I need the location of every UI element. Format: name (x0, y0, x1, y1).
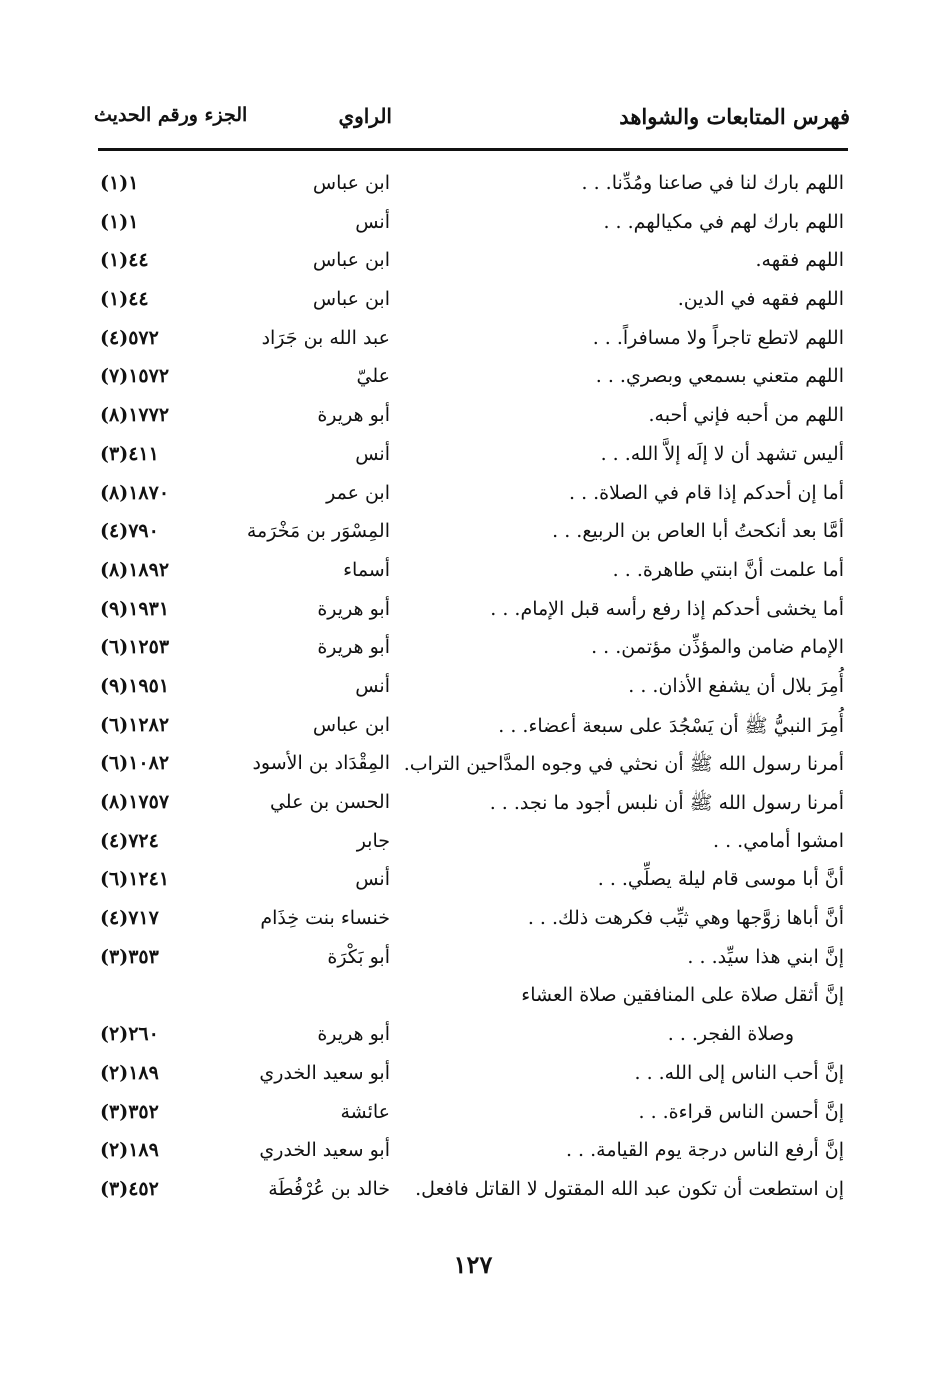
index-row (0, 516, 946, 555)
index-row (0, 1097, 946, 1136)
narrator: جابر (356, 829, 390, 852)
volume-hadith-ref: ١٠٨٢(٦) (100, 752, 170, 775)
volume-hadith-ref: ٤٥٢(٣) (100, 1177, 159, 1200)
volume-hadith-ref: ٣٥٢(٣) (100, 1100, 159, 1123)
index-row (0, 710, 946, 749)
volume-hadith-ref: ٤١١(٣) (100, 442, 159, 465)
narrator: أسماء (343, 558, 390, 581)
hadith-text: أليس تشهد أن لا إلَه إلاَّ الله. . . (600, 442, 844, 465)
hadith-text: اللهم فقهه في الدين. (677, 288, 844, 311)
hadith-text: امشوا أمامي. . . (713, 829, 844, 852)
index-row (0, 361, 946, 400)
volume-hadith-ref: ١٨٩(٢) (100, 1139, 159, 1162)
narrator: ابن عمر (326, 481, 390, 504)
hadith-text: إن استطعت أن تكون عبد الله المقتول لا القاتل فافعل. (415, 1177, 844, 1200)
narrator: أنس (355, 868, 390, 891)
volume-hadith-ref: ١٨٩٢(٨) (100, 558, 170, 581)
narrator: المِسْوَر بن مَخْرَمة (246, 520, 390, 543)
index-row (0, 323, 946, 362)
volume-hadith-ref: ١٩٣١(٩) (100, 597, 170, 620)
narrator: أنس (355, 442, 390, 465)
hadith-text: إنَّ أحسن الناس قراءة. . . (638, 1100, 844, 1123)
volume-hadith-ref: ١٧٥٧(٨) (100, 791, 170, 813)
index-row (0, 555, 946, 594)
index-row (0, 1174, 946, 1213)
hadith-text: إنَّ أرفع الناس درجة يوم القيامة. . . (565, 1139, 844, 1162)
hadith-text: أما إن أحدكم إذا قام في الصلاة. . . (568, 481, 844, 504)
narrator: أبو سعيد الخدري (259, 1139, 390, 1162)
volume-hadith-ref: ١٥٧٢(٧) (100, 365, 170, 388)
volume-hadith-ref: ٣٥٣(٣) (100, 945, 159, 968)
volume-hadith-ref: ١(١) (100, 210, 139, 233)
hadith-text: إنَّ ابني هذا سيِّد. . . (687, 945, 844, 968)
narrator: الحسن بن علي (269, 791, 390, 813)
volume-hadith-ref: ١٨٧٠(٨) (100, 481, 170, 504)
index-list (0, 168, 946, 1213)
index-row (0, 284, 946, 323)
index-row (0, 942, 946, 981)
narrator: عبد الله بن جَرَاد (261, 326, 390, 349)
hadith-text: إنَّ أحب الناس إلى الله. . . (634, 1061, 844, 1084)
index-row (0, 594, 946, 633)
page-title: فهرس المتابعات والشواهد (619, 104, 850, 129)
hadith-text: اللهم من أحبه فإني أحبه. (648, 404, 844, 427)
hadith-text: اللهم متعني بسمعي وبصري. . . (595, 365, 844, 388)
narrator-column-header: الراوي (338, 104, 392, 128)
narrator: أبو سعيد الخدري (259, 1061, 390, 1084)
index-row (0, 207, 946, 246)
volume-hadith-ref: ٧١٧(٤) (100, 907, 159, 930)
hadith-text: اللهم بارك لنا في صاعنا ومُدِّنا. . . (581, 172, 844, 194)
narrator: ابن عباس (312, 713, 390, 736)
index-row (0, 245, 946, 284)
narrator: أبو هريرة (317, 597, 390, 620)
index-row (0, 478, 946, 517)
index-row (0, 439, 946, 478)
narrator: عليّ (356, 365, 390, 388)
volume-hadith-ref: ٤٤(١) (100, 288, 149, 311)
volume-hadith-ref: ٥٧٢(٤) (100, 326, 159, 349)
hadith-text: أنَّ أباها زوَّجها وهي ثيِّب فكرهت ذلك. . . (527, 907, 844, 930)
index-row (0, 864, 946, 903)
volume-hadith-ref: ١٢٤١(٦) (100, 868, 170, 891)
hadith-text: أما علمت أنَّ ابنتي طاهرة. . . (612, 558, 844, 581)
hadith-text: أُمِرَ النبيُّ ﷺ أن يَسْجُدَ على سبعة أعضاء. . . (498, 714, 844, 737)
volume-hadith-ref: ٧٢٤(٤) (100, 829, 159, 852)
narrator: أنس (355, 674, 390, 697)
hadith-text: أمَّا بعد أنكحتُ أبا العاص بن الربيع. . . (552, 520, 844, 543)
narrator: ابن عباس (312, 249, 390, 272)
index-row (0, 980, 946, 1019)
index-row (0, 826, 946, 865)
narrator: المِقْدَاد بن الأسود (252, 752, 390, 775)
narrator: عائشة (340, 1100, 390, 1123)
hadith-text: أُمِرَ بلال أن يشفع الأذان. . . (628, 674, 844, 697)
index-row (0, 1135, 946, 1174)
narrator: أبو هريرة (317, 636, 390, 659)
hadith-text: أنَّ أبا موسى قام ليلة يصلِّي. . . (597, 868, 844, 891)
index-row (0, 168, 946, 207)
narrator: أبو هريرة (317, 404, 390, 427)
volume-hadith-ref: ٧٩٠(٤) (100, 520, 159, 543)
hadith-text: أما يخشى أحدكم إذا رفع رأسه قبل الإمام. . . (490, 597, 844, 620)
narrator: خالد بن عُرْفُطَة (268, 1177, 390, 1200)
page-header (90, 104, 850, 140)
index-row (0, 903, 946, 942)
narrator: أبو هريرة (317, 1023, 390, 1046)
header-divider (98, 148, 848, 151)
index-row (0, 400, 946, 439)
hadith-text: أمرنا رسول الله ﷺ أن نحثي في وجوه المدَّاحين التراب. (403, 753, 844, 776)
page-number: ١٢٧ (453, 1250, 493, 1279)
hadith-text: اللهم بارك لهم في مكيالهم. . . (603, 210, 844, 233)
reference-column-header: الجزء ورقم الحديث (94, 104, 248, 126)
volume-hadith-ref: ١(١) (100, 172, 139, 194)
index-row (0, 632, 946, 671)
index-row (0, 787, 946, 826)
hadith-text: اللهم فقهه. (755, 249, 844, 272)
narrator: أبو بَكْرَة (327, 945, 390, 968)
volume-hadith-ref: ١٩٥١(٩) (100, 674, 170, 697)
narrator: ابن عباس (312, 288, 390, 311)
hadith-text: الإمام ضامن والمؤذِّن مؤتمن. . . (591, 636, 844, 659)
volume-hadith-ref: ٢٦٠(٢) (100, 1023, 159, 1046)
index-row (0, 748, 946, 787)
narrator: ابن عباس (312, 172, 390, 194)
hadith-text: وصلاة الفجر. . . (667, 1023, 794, 1046)
hadith-text: اللهم لاتطع تاجراً ولا مسافراً. . . (592, 326, 844, 349)
volume-hadith-ref: ١٢٥٣(٦) (100, 636, 170, 659)
volume-hadith-ref: ٤٤(١) (100, 249, 149, 272)
volume-hadith-ref: ١٢٨٢(٦) (100, 713, 170, 736)
volume-hadith-ref: ١٧٧٢(٨) (100, 404, 170, 427)
hadith-text: إنَّ أثقل صلاة على المنافقين صلاة العشاء (521, 984, 844, 1007)
index-row (0, 671, 946, 710)
hadith-text: أمرنا رسول الله ﷺ أن نلبس أجود ما نجد. . . (489, 792, 844, 814)
volume-hadith-ref: ١٨٩(٢) (100, 1061, 159, 1084)
index-row (0, 1019, 946, 1058)
narrator: خنساء بنت خِذَام (260, 907, 390, 930)
narrator: أنس (355, 210, 390, 233)
index-row (0, 1058, 946, 1097)
